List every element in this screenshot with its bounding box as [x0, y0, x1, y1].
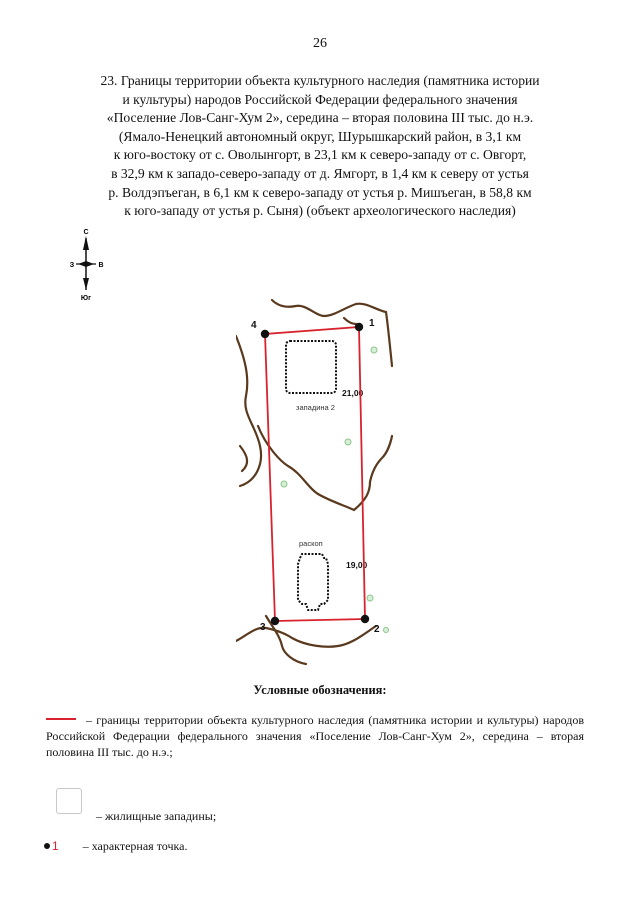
title-line: в 32,9 км к западо-северо-западу от д. Ямгорт, в 1,4 км к северу от устья — [111, 165, 529, 181]
legend-point-number: 1 — [52, 839, 59, 853]
boundary-line-icon — [46, 718, 76, 720]
elevation-label: 21,00 — [342, 388, 364, 398]
legend-point-text: – характерная точка. — [82, 839, 188, 853]
characteristic-point — [261, 330, 269, 338]
page-number: 26 — [313, 36, 327, 51]
title-line: р. Волдэпъеган, в 6,1 км к северо-западу от устья р. Мишъеган, в 58,8 км — [108, 184, 532, 200]
elevation-label: 19,00 — [346, 560, 368, 570]
pit-symbol-icon — [56, 788, 82, 814]
point-dot-icon — [44, 843, 50, 849]
compass-north: С — [83, 229, 89, 236]
survey-markers — [281, 347, 389, 633]
legend-point — [44, 838, 187, 854]
characteristic-point — [361, 615, 369, 623]
compass-south: Юг — [80, 295, 92, 302]
compass-west: З — [69, 262, 75, 269]
point-label-4: 4 — [251, 320, 257, 331]
compass-east: В — [98, 262, 104, 269]
site-plan-map — [236, 296, 396, 666]
point-label-1: 1 — [369, 318, 375, 329]
title-line: и культуры) народов Российской Федерации федерального значения — [122, 91, 518, 107]
point-label-2: 2 — [374, 624, 380, 635]
document-title — [40, 72, 600, 221]
legend-boundary — [46, 712, 584, 760]
title-line: к юго-востоку от с. Оволынгорт, в 23,1 км к северо-западу от с. Овгорт, — [113, 147, 527, 163]
compass-rose-icon — [64, 226, 110, 306]
legend-pits-text: – жилищные западины; — [96, 809, 217, 823]
legend-title: Условные обозначения: — [253, 683, 387, 697]
point-label-3: 3 — [260, 622, 266, 633]
territory-boundary — [265, 327, 365, 621]
pit-label: раскоп — [299, 539, 323, 548]
pit-label: западина 2 — [296, 403, 335, 412]
pit-outline — [298, 554, 328, 610]
characteristic-point — [271, 617, 279, 625]
title-line: (Ямало-Ненецкий автономный округ, Шурышкарский район, в 3,1 км — [118, 128, 522, 144]
title-line: к юго-западу от устья р. Сыня) (объект археологического наследия) — [124, 203, 516, 219]
title-line: 23. Границы территории объекта культурного наследия (памятника истории — [100, 73, 540, 88]
contour-lines — [236, 300, 392, 664]
pit-outline — [286, 341, 336, 393]
legend-boundary-text: – границы территории объекта культурного наследия (памятника истории и культуры) народов Российской Федерации федерального значения «Поселение Лов-Санг-Хум 2», середина – вторая половина III тыс. до н.э.; — [46, 713, 584, 759]
characteristic-point — [355, 323, 363, 331]
title-line: «Поселение Лов-Санг-Хум 2», середина – вторая половина III тыс. до н.э. — [106, 110, 534, 126]
